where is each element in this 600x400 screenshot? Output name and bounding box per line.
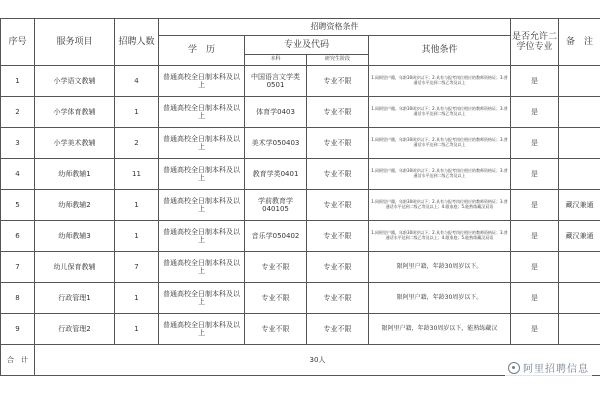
cell-postgrad: 专业不限 bbox=[307, 252, 369, 283]
cell-count: 11 bbox=[115, 159, 159, 190]
cell-undergrad: 美术学050403 bbox=[245, 128, 307, 159]
cell-seq: 3 bbox=[1, 128, 35, 159]
cell-count: 1 bbox=[115, 283, 159, 314]
cell-position: 幼儿保育教辅 bbox=[35, 252, 115, 283]
cell-second-degree: 是 bbox=[511, 97, 559, 128]
cell-education: 普通高校全日制本科及以上 bbox=[159, 128, 245, 159]
cell-remark bbox=[559, 97, 600, 128]
cell-seq: 6 bbox=[1, 221, 35, 252]
cell-education: 普通高校全日制本科及以上 bbox=[159, 97, 245, 128]
cell-count: 4 bbox=[115, 66, 159, 97]
cell-undergrad: 专业不限 bbox=[245, 252, 307, 283]
cell-seq: 2 bbox=[1, 97, 35, 128]
header-major-group: 专业及代码 bbox=[245, 36, 369, 55]
cell-second-degree: 是 bbox=[511, 283, 559, 314]
cell-seq: 9 bbox=[1, 314, 35, 345]
cell-position: 行政管理1 bbox=[35, 283, 115, 314]
header-education: 学 历 bbox=[159, 36, 245, 66]
watermark bbox=[505, 359, 592, 376]
cell-count: 2 bbox=[115, 128, 159, 159]
cell-postgrad: 专业不限 bbox=[307, 283, 369, 314]
cell-other: 1.同阿里户籍，年龄30周岁以下；2.具有与报考岗位相应的教师资格证；3.普通话水平达到二级乙等及以上；4.限家庭；5.能熟练藏汉双语 bbox=[369, 190, 511, 221]
cell-position: 幼师教辅3 bbox=[35, 221, 115, 252]
cell-second-degree: 是 bbox=[511, 221, 559, 252]
header-conditions: 招聘资格条件 bbox=[159, 19, 511, 36]
cell-count: 7 bbox=[115, 252, 159, 283]
cell-undergrad: 音乐学050402 bbox=[245, 221, 307, 252]
recruitment-table bbox=[0, 18, 600, 376]
table-row bbox=[1, 66, 600, 97]
cell-position: 小学语文教辅 bbox=[35, 66, 115, 97]
cell-remark bbox=[559, 252, 600, 283]
table-row bbox=[1, 159, 600, 190]
cell-remark: 藏汉兼通 bbox=[559, 190, 600, 221]
cell-seq: 8 bbox=[1, 283, 35, 314]
cell-other: 限阿里户籍，年龄30周岁以下。 bbox=[369, 252, 511, 283]
header-second-degree: 是否允许二学位专业 bbox=[511, 19, 559, 66]
cell-seq: 7 bbox=[1, 252, 35, 283]
cell-position: 幼师教辅1 bbox=[35, 159, 115, 190]
cell-education: 普通高校全日制本科及以上 bbox=[159, 252, 245, 283]
header-remark: 备 注 bbox=[559, 19, 600, 66]
cell-education: 普通高校全日制本科及以上 bbox=[159, 221, 245, 252]
cell-postgrad: 专业不限 bbox=[307, 128, 369, 159]
total-value: 30人 bbox=[35, 345, 600, 376]
cell-education: 普通高校全日制本科及以上 bbox=[159, 159, 245, 190]
cell-other: 1.同阿里户籍，年龄30周岁以下；2.具有与报考岗位相应的教师资格证；3.普通话水平达到二级乙等及以上 bbox=[369, 97, 511, 128]
header-other: 其他条件 bbox=[369, 36, 511, 66]
cell-other: 限阿里户籍，年龄30周岁以下。 bbox=[369, 283, 511, 314]
cell-education: 普通高校全日制本科及以上 bbox=[159, 314, 245, 345]
table-row bbox=[1, 252, 600, 283]
cell-seq: 1 bbox=[1, 66, 35, 97]
header-undergrad: 本科 bbox=[245, 55, 307, 66]
cell-position: 小学体育教辅 bbox=[35, 97, 115, 128]
table-row bbox=[1, 314, 600, 345]
header-count: 招聘人数 bbox=[115, 19, 159, 66]
cell-undergrad: 专业不限 bbox=[245, 283, 307, 314]
table-row bbox=[1, 283, 600, 314]
cell-remark bbox=[559, 314, 600, 345]
cell-education: 普通高校全日制本科及以上 bbox=[159, 66, 245, 97]
cell-second-degree: 是 bbox=[511, 66, 559, 97]
cell-postgrad: 专业不限 bbox=[307, 159, 369, 190]
cell-other: 1.同阿里户籍，年龄30周岁以下；2.具有与报考岗位相应的教师资格证；3.普通话水平达到二级乙等及以上；4.限家庭；5.能熟练藏汉双语 bbox=[369, 221, 511, 252]
cell-undergrad: 体育学0403 bbox=[245, 97, 307, 128]
cell-other: 1.同阿里户籍，年龄30周岁以下；2.具有与报考岗位相应的教师资格证；3.普通话水平达到二级乙等及以上 bbox=[369, 128, 511, 159]
bottom-margin bbox=[0, 388, 600, 400]
recruitment-sheet bbox=[0, 18, 600, 386]
header-position: 服务项目 bbox=[35, 19, 115, 66]
watermark-text: 阿里招聘信息 bbox=[523, 364, 589, 375]
cell-remark bbox=[559, 128, 600, 159]
cell-postgrad: 专业不限 bbox=[307, 221, 369, 252]
cell-other: 限阿里户籍，年龄30周岁以下，能熟练藏汉 bbox=[369, 314, 511, 345]
table-row bbox=[1, 97, 600, 128]
cell-second-degree: 是 bbox=[511, 128, 559, 159]
cell-second-degree: 是 bbox=[511, 159, 559, 190]
table-body bbox=[1, 66, 600, 345]
watermark-icon bbox=[508, 362, 520, 374]
cell-seq: 4 bbox=[1, 159, 35, 190]
cell-position: 小学美术教辅 bbox=[35, 128, 115, 159]
cell-education: 普通高校全日制本科及以上 bbox=[159, 190, 245, 221]
cell-undergrad: 教育学类0401 bbox=[245, 159, 307, 190]
cell-remark bbox=[559, 159, 600, 190]
table-row bbox=[1, 190, 600, 221]
header-seq: 序号 bbox=[1, 19, 35, 66]
cell-position: 行政管理2 bbox=[35, 314, 115, 345]
cell-other: 1.同阿里户籍，年龄30周岁以下；2.具有与报考岗位相应的教师资格证；3.普通话水平达到二级乙等及以上 bbox=[369, 66, 511, 97]
cell-count: 1 bbox=[115, 190, 159, 221]
cell-undergrad: 中国语言文学类0501 bbox=[245, 66, 307, 97]
cell-count: 1 bbox=[115, 221, 159, 252]
cell-postgrad: 专业不限 bbox=[307, 66, 369, 97]
cell-position: 幼师教辅2 bbox=[35, 190, 115, 221]
cell-remark bbox=[559, 283, 600, 314]
cell-count: 1 bbox=[115, 97, 159, 128]
header-postgrad: 研究生阶段 bbox=[307, 55, 369, 66]
total-label: 合 计 bbox=[1, 345, 35, 376]
cell-education: 普通高校全日制本科及以上 bbox=[159, 283, 245, 314]
cell-second-degree: 是 bbox=[511, 252, 559, 283]
cell-remark: 藏汉兼通 bbox=[559, 221, 600, 252]
cell-second-degree: 是 bbox=[511, 314, 559, 345]
cell-other: 1.同阿里户籍，年龄30周岁以下；2.具有与报考岗位相应的教师资格证；3.普通话水平达到二级乙等及以上 bbox=[369, 159, 511, 190]
cell-seq: 5 bbox=[1, 190, 35, 221]
cell-count: 1 bbox=[115, 314, 159, 345]
table-row bbox=[1, 221, 600, 252]
cell-postgrad: 专业不限 bbox=[307, 314, 369, 345]
cell-postgrad: 专业不限 bbox=[307, 190, 369, 221]
cell-postgrad: 专业不限 bbox=[307, 97, 369, 128]
cell-undergrad: 学前教育学040105 bbox=[245, 190, 307, 221]
cell-remark bbox=[559, 66, 600, 97]
cell-second-degree: 是 bbox=[511, 190, 559, 221]
cell-undergrad: 专业不限 bbox=[245, 314, 307, 345]
table-row bbox=[1, 128, 600, 159]
